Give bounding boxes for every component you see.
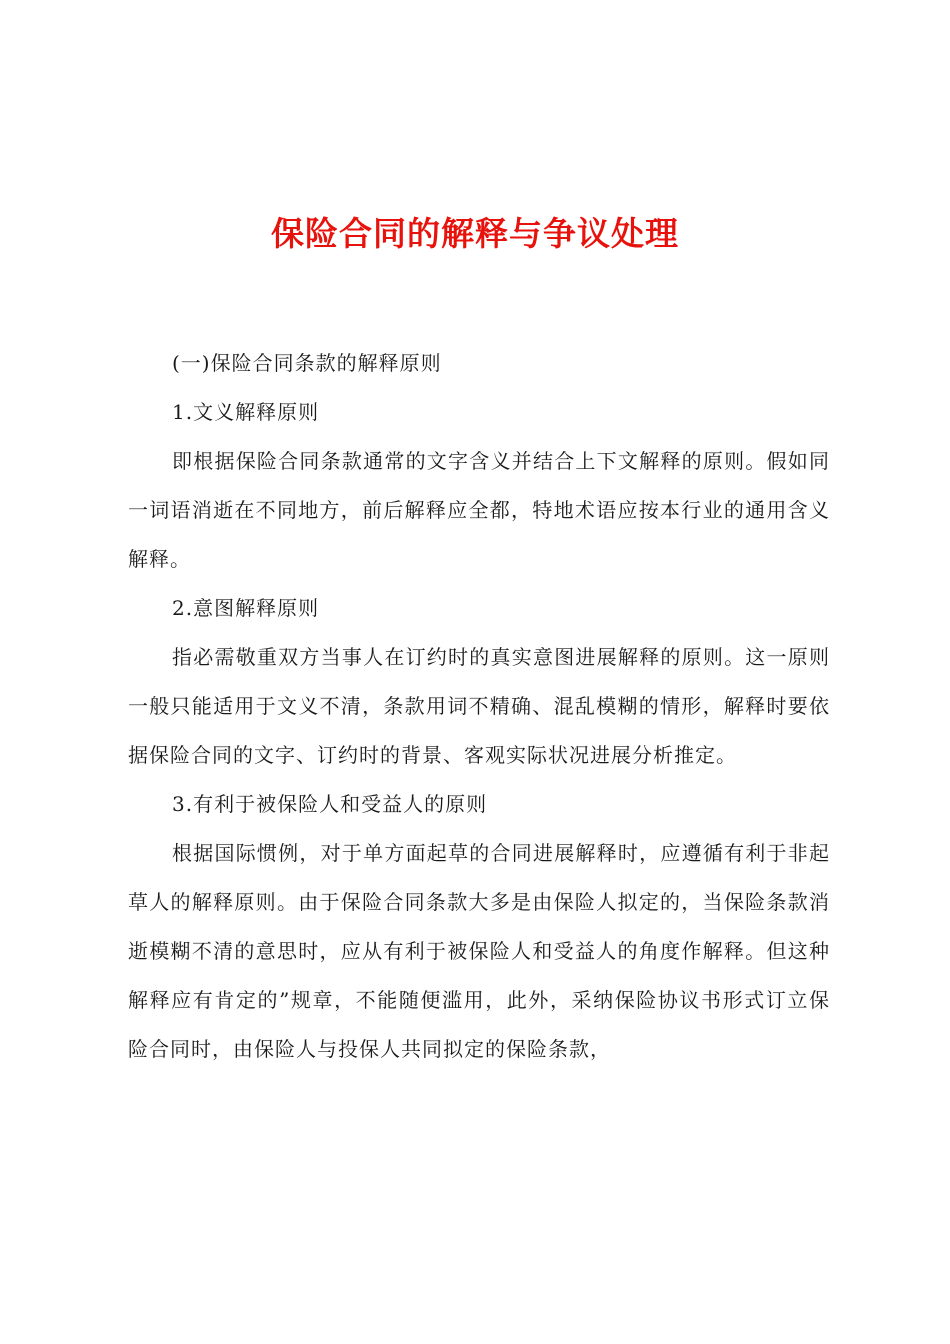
paragraph-intent-interpretation: 指必需敬重双方当事人在订约时的真实意图进展解释的原则。这一原则一般只能适用于文义不清，条款用词不精确、混乱模糊的情形，解释时要依据保险合同的文字、订约时的背景、客观实际状况进展分析推定。	[128, 645, 830, 767]
subsection-heading-literal-interpretation: 1.文义解释原则	[172, 400, 320, 424]
paragraph-literal-interpretation: 即根据保险合同条款通常的文字含义并结合上下文解释的原则。假如同一词语消逝在不同地方，前后解释应全都，特地术语应按本行业的通用含义解释。	[128, 449, 830, 571]
section-heading: (一)保险合同条款的解释原则	[172, 351, 442, 375]
document-body	[128, 339, 830, 1074]
paragraph-favor-insured: 根据国际惯例，对于单方面起草的合同进展解释时，应遵循有利于非起草人的解释原则。由于保险合同条款大多是由保险人拟定的，当保险条款消逝模糊不清的意思时，应从有利于被保险人和受益人的角度作解释。但这种解释应有肯定的”规章，不能随便滥用，此外，采纳保险协议书形式订立保险合同时，由保险人与投保人共同拟定的保险条款，	[128, 841, 830, 1061]
subsection-heading-intent-interpretation: 2.意图解释原则	[172, 596, 320, 620]
page-title: 保险合同的解释与争议处理	[271, 214, 679, 253]
subsection-heading-favor-insured: 3.有利于被保险人和受益人的原则	[172, 792, 488, 816]
